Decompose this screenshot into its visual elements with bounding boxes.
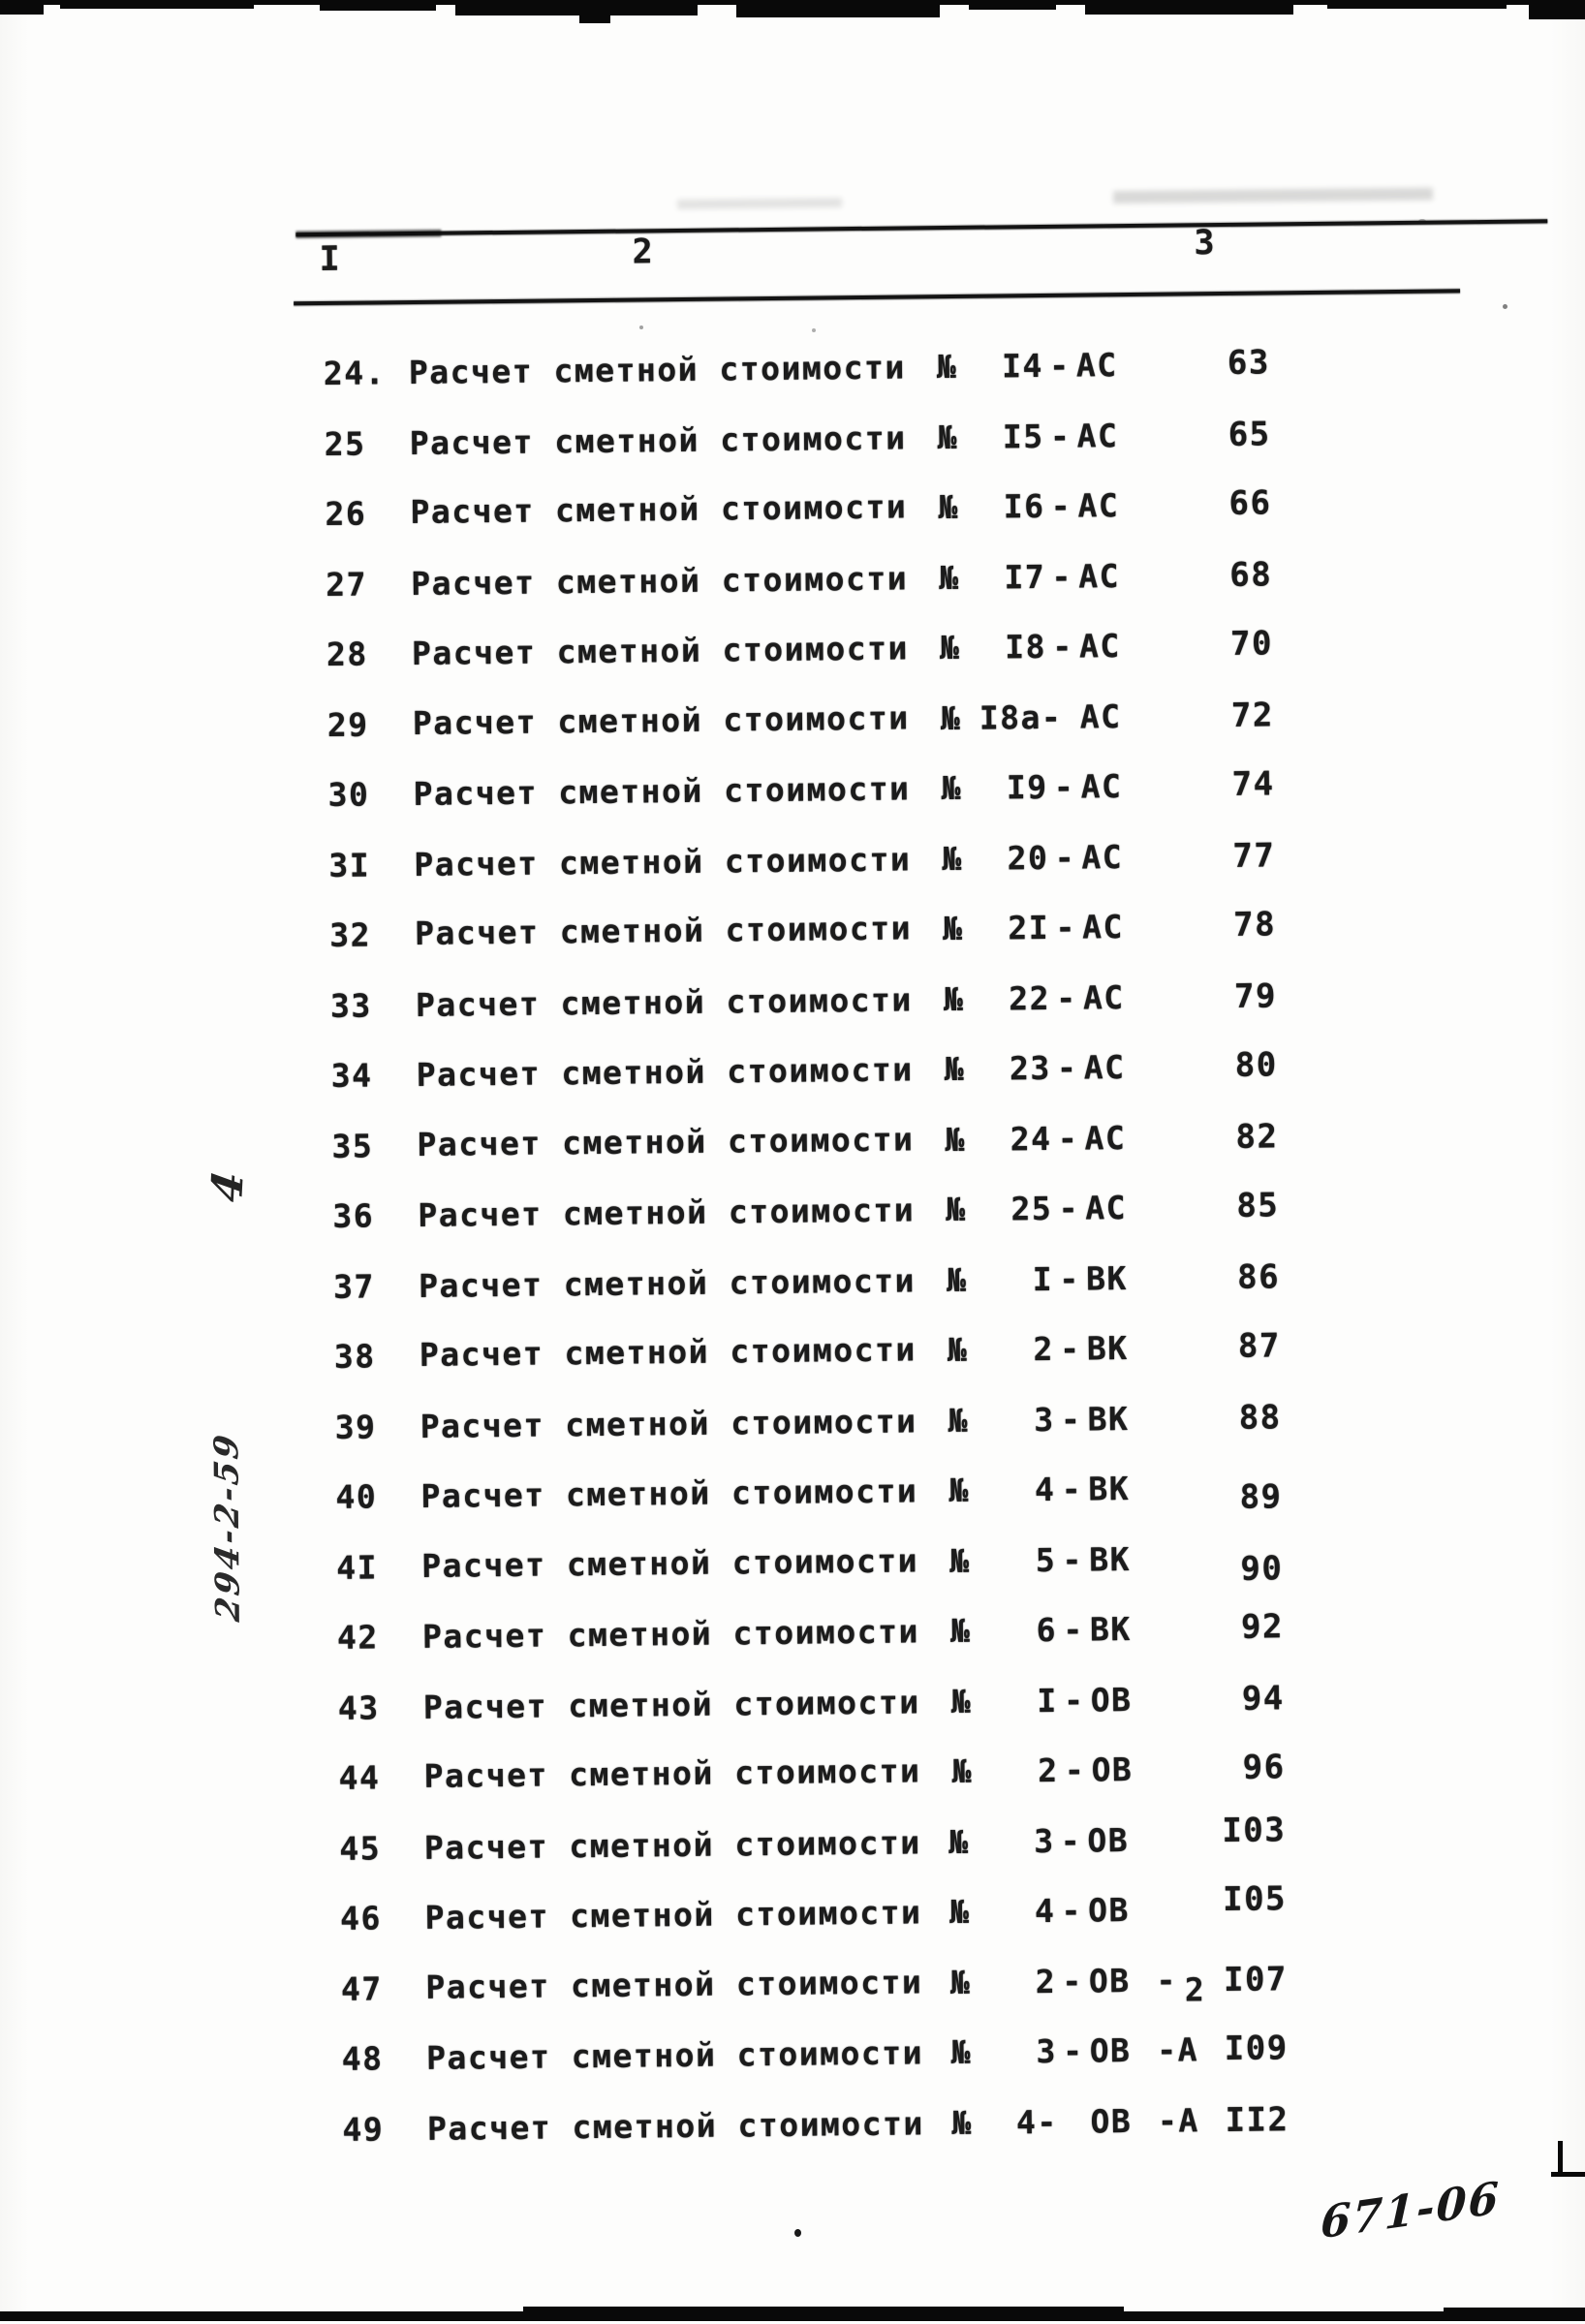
page-number: 90: [1225, 1549, 1283, 1589]
section-suffix: [1154, 1278, 1222, 1279]
row-title: Расчет сметной стоимости: [422, 1612, 950, 1656]
table-row: [325, 468, 1272, 548]
estimate-number: I4: [976, 347, 1043, 386]
section-suffix: [1160, 1768, 1228, 1769]
numero-sign: №: [940, 628, 979, 666]
scan-artifact: [523, 2307, 1124, 2321]
scan-smudge: [677, 198, 842, 209]
dash: -: [1058, 1751, 1091, 1788]
row-number: 38: [334, 1337, 420, 1376]
page-number: 66: [1213, 484, 1271, 524]
row-title: Расчет сметной стоимости: [413, 698, 941, 742]
scan-speck: [639, 325, 643, 329]
estimate-number: 3: [989, 2032, 1057, 2071]
scan-speck: [812, 328, 816, 332]
dash: -: [1048, 839, 1081, 877]
numero-sign: №: [937, 347, 976, 385]
dash: -: [1058, 1682, 1091, 1720]
page-number: 92: [1226, 1608, 1284, 1648]
section-suffix: [1149, 856, 1217, 857]
row-title: Расчет сметной стоимости: [413, 769, 941, 813]
row-number: 45: [339, 1829, 424, 1868]
section-suffix: [1153, 1206, 1221, 1207]
row-title: Расчет сметной стоимости: [427, 2104, 952, 2148]
section-suffix: [1156, 1908, 1224, 1909]
numero-sign: №: [948, 1471, 987, 1508]
dash: -: [1057, 1610, 1090, 1648]
section-suffix: [1159, 1699, 1227, 1700]
estimate-number: 4: [987, 1471, 1055, 1509]
numero-sign: №: [941, 699, 979, 737]
section-code: АС: [1083, 978, 1151, 1017]
row-title: Расчет сметной стоимости: [409, 348, 937, 391]
dash: -: [1047, 767, 1080, 805]
table-row: [336, 1523, 1284, 1603]
table-row: [330, 1030, 1278, 1110]
table-row: [327, 749, 1275, 829]
page-number: 89: [1224, 1478, 1282, 1518]
dash: -: [1050, 979, 1083, 1017]
margin-doc-code: 671-06: [1320, 2166, 1542, 2249]
section-suffix: - 2: [1156, 1961, 1224, 1999]
row-number: 43: [338, 1689, 423, 1727]
page-number: I03: [1222, 1811, 1286, 1850]
row-title: Расчет сметной стоимости: [421, 1541, 949, 1585]
estimate-number: 3: [987, 1822, 1055, 1861]
table-row: [337, 1592, 1285, 1672]
dash: -: [1043, 418, 1076, 455]
numero-sign: №: [948, 1402, 986, 1440]
estimate-number: I: [990, 1682, 1058, 1720]
table-row: [329, 889, 1277, 970]
section-suffix: [1153, 1137, 1221, 1138]
table-row: [324, 399, 1271, 480]
header-rule-bottom: [294, 289, 1460, 305]
page-number: I07: [1224, 1960, 1288, 1999]
numero-sign: №: [945, 1049, 983, 1087]
row-title: Расчет сметной стоимости: [410, 487, 938, 531]
estimate-number: 2I: [981, 909, 1049, 947]
estimate-number: 20: [980, 839, 1048, 878]
dash: -: [1051, 1048, 1084, 1086]
estimate-number: I9: [979, 768, 1047, 807]
dash: -: [1056, 1963, 1089, 2000]
dash: -: [1055, 1891, 1088, 1929]
table-row: [333, 1242, 1281, 1322]
scan-mark: [1551, 2172, 1585, 2177]
row-title: Расчет сметной стоимости: [415, 909, 943, 952]
page-number: 65: [1212, 415, 1270, 454]
table-row: [341, 2013, 1289, 2093]
row-number: 42: [337, 1618, 422, 1657]
section-code: ОВ: [1091, 1750, 1159, 1788]
table-row: [328, 821, 1276, 901]
row-number: 33: [330, 986, 416, 1025]
section-code: ОВ: [1091, 1681, 1159, 1720]
section-suffix: [1151, 997, 1219, 998]
section-suffix: [1157, 1559, 1225, 1560]
row-title: Расчет сметной стоимости: [416, 980, 944, 1024]
estimate-number: 25: [984, 1190, 1052, 1228]
dash: -: [1057, 2031, 1090, 2069]
numero-sign: №: [942, 840, 980, 878]
section-code: ВК: [1087, 1400, 1155, 1439]
dash: -: [1052, 1189, 1085, 1226]
page-number: 85: [1221, 1187, 1279, 1226]
table-row: [326, 540, 1273, 620]
page-number: 88: [1223, 1398, 1281, 1438]
section-suffix: [1152, 1066, 1220, 1067]
section-code: АС: [1080, 767, 1148, 806]
row-number: 25: [325, 424, 410, 463]
page-number: 78: [1218, 906, 1276, 945]
dash: -: [1054, 1401, 1087, 1439]
numero-sign: №: [943, 909, 981, 946]
row-title: Расчет сметной стоимости: [414, 840, 942, 883]
section-code: ОВ: [1087, 1821, 1155, 1860]
estimate-number: 4-: [990, 2103, 1058, 2142]
numero-sign: №: [945, 1121, 983, 1159]
section-code: АС: [1078, 557, 1146, 596]
numero-sign: №: [944, 980, 982, 1018]
row-title: Расчет сметной стоимости: [423, 1683, 951, 1726]
row-number: 48: [342, 2039, 427, 2078]
row-number: 35: [331, 1127, 417, 1165]
section-suffix: [1148, 716, 1216, 717]
row-number: 28: [326, 635, 412, 673]
scan-smudge: [1113, 188, 1433, 204]
numero-sign: №: [950, 2032, 989, 2070]
dash: -: [1051, 1120, 1084, 1158]
table-row: [342, 2085, 1290, 2165]
row-number: 4I: [336, 1548, 421, 1587]
estimate-number: I6: [977, 487, 1044, 526]
dash: -: [1054, 1822, 1087, 1860]
section-suffix: [1155, 1347, 1223, 1348]
table-row: [324, 327, 1271, 408]
row-number: 29: [327, 705, 413, 744]
table-body: [324, 327, 1290, 2163]
numero-sign: №: [951, 1683, 990, 1720]
row-title: Расчет сметной стоимости: [420, 1402, 948, 1445]
numero-sign: №: [946, 1190, 984, 1227]
section-code: ОВ: [1090, 2102, 1158, 2141]
row-number: 36: [332, 1196, 418, 1235]
section-code: ВК: [1090, 1609, 1158, 1648]
estimate-number: 24: [983, 1120, 1051, 1159]
row-number: 3I: [328, 846, 414, 884]
page-number: 86: [1222, 1257, 1280, 1297]
table-row: [340, 1873, 1288, 1953]
section-suffix: [1149, 785, 1217, 786]
section-suffix: -А: [1157, 2030, 1225, 2069]
page-number: 70: [1215, 625, 1273, 665]
table-header: [0, 0, 1582, 4]
section-suffix: [1156, 1487, 1224, 1488]
page-number: 68: [1214, 555, 1272, 595]
section-suffix: [1145, 435, 1213, 436]
header-rule-top: [295, 219, 1547, 236]
page-number: 87: [1223, 1327, 1281, 1367]
row-title: Расчет сметной стоимости: [417, 1050, 945, 1094]
table-row: [338, 1732, 1286, 1813]
dash: -: [1044, 486, 1077, 524]
estimate-number: 2: [990, 1751, 1058, 1790]
section-code: АС: [1076, 417, 1144, 455]
section-suffix: [1156, 1418, 1224, 1419]
numero-sign: №: [948, 1823, 987, 1861]
table-row: [331, 1101, 1279, 1182]
estimate-number: 23: [983, 1049, 1051, 1088]
page-number: 80: [1219, 1046, 1277, 1086]
page-number: 94: [1227, 1679, 1285, 1719]
section-suffix: [1158, 1627, 1226, 1628]
table-row: [334, 1311, 1282, 1391]
page-number: 79: [1219, 976, 1277, 1016]
row-number: 49: [342, 2110, 427, 2149]
row-title: Расчет сметной стоимости: [424, 1823, 949, 1867]
row-title: Расчет сметной стоимости: [420, 1472, 948, 1515]
section-suffix: [1144, 363, 1212, 364]
section-suffix: [1147, 644, 1215, 645]
page-number: 72: [1216, 696, 1274, 735]
estimate-number: I: [985, 1260, 1053, 1299]
scan-speck: [794, 2229, 801, 2237]
page-number: I09: [1225, 2030, 1289, 2069]
section-code: ВК: [1089, 1540, 1157, 1579]
numero-sign: №: [939, 559, 978, 597]
section-code: ВК: [1086, 1259, 1154, 1298]
row-title: Расчет сметной стоимости: [412, 629, 940, 672]
scan-mark: [1558, 2141, 1563, 2174]
numero-sign: №: [950, 1611, 989, 1649]
numero-sign: №: [938, 487, 977, 525]
table-row: [326, 680, 1274, 760]
row-title: Расчет сметной стоимости: [425, 1963, 950, 2006]
page-number: II2: [1225, 2100, 1289, 2140]
section-suffix: [1145, 504, 1213, 505]
dash: -: [1053, 1260, 1086, 1298]
row-number: 27: [326, 565, 411, 604]
section-code: ОВ: [1088, 1891, 1156, 1930]
row-number: 46: [340, 1899, 425, 1937]
row-number: 24.: [324, 354, 409, 392]
section-code: АС: [1076, 346, 1144, 385]
row-number: 30: [327, 775, 413, 814]
row-number: 40: [335, 1477, 420, 1516]
table-row: [330, 961, 1278, 1041]
row-title: Расчет сметной стоимости: [424, 1893, 949, 1937]
dash: -: [1043, 346, 1076, 384]
section-code: ВК: [1088, 1469, 1156, 1507]
section-code: АС: [1084, 1119, 1152, 1158]
scan-speck: [1418, 219, 1426, 224]
row-title: Расчет сметной стоимости: [426, 2033, 951, 2077]
section-code: АС: [1077, 486, 1145, 525]
page-number: I05: [1223, 1880, 1287, 1920]
estimate-number: 2: [988, 1963, 1056, 2001]
scan-speck: [1503, 304, 1507, 309]
numero-sign: №: [949, 1892, 988, 1930]
section-code: АС: [1081, 838, 1149, 877]
dash: -: [1054, 1329, 1087, 1367]
dash: -: [1055, 1470, 1088, 1507]
section-code: АС: [1084, 1048, 1152, 1087]
section-suffix: [1146, 575, 1214, 576]
row-title: Расчет сметной стоимости: [417, 1120, 945, 1163]
section-code: АС: [1079, 627, 1147, 666]
estimate-number: I8: [979, 628, 1046, 666]
section-code: АС: [1080, 697, 1148, 736]
estimate-number: 4: [988, 1892, 1056, 1931]
page-number: 82: [1220, 1117, 1278, 1157]
dash: -: [1049, 908, 1082, 945]
row-number: 47: [341, 1969, 426, 2008]
numero-sign: №: [947, 1261, 985, 1299]
section-code: ВК: [1087, 1328, 1155, 1367]
estimate-number: 5: [988, 1541, 1056, 1580]
section-code: АС: [1082, 908, 1150, 946]
row-number: 44: [338, 1758, 423, 1797]
numero-sign: №: [948, 1330, 986, 1368]
dash: -: [1046, 627, 1079, 665]
row-title: Расчет сметной стоимости: [410, 418, 938, 462]
numero-sign: №: [937, 418, 976, 456]
estimate-number: 3: [986, 1401, 1054, 1440]
scan-artifact: [1444, 2308, 1585, 2321]
numero-sign: №: [949, 1542, 988, 1580]
table-row: [341, 1944, 1289, 2025]
page-number: 63: [1212, 344, 1270, 384]
page-number: 96: [1227, 1749, 1285, 1788]
row-title: Расчет сметной стоимости: [418, 1191, 946, 1234]
section-code: АС: [1085, 1188, 1153, 1226]
row-title: Расчет сметной стоимости: [411, 559, 939, 603]
margin-sheet-number: 4: [201, 1155, 256, 1219]
row-number: 39: [334, 1408, 420, 1446]
column-header-2: 2: [632, 232, 653, 271]
section-suffix: -А: [1158, 2101, 1226, 2140]
margin-series-code: 294-2-59: [202, 1378, 254, 1676]
estimate-number: 6: [989, 1611, 1057, 1650]
numero-sign: №: [951, 1751, 990, 1789]
row-number: 34: [331, 1056, 417, 1095]
dash: -: [1056, 1541, 1089, 1579]
estimate-number: I5: [976, 418, 1043, 456]
row-number: 26: [325, 494, 410, 533]
estimate-number: I7: [978, 558, 1045, 597]
estimate-number: I8а-: [979, 698, 1047, 737]
section-suffix: [1155, 1840, 1223, 1841]
row-title: Расчет сметной стоимости: [423, 1751, 951, 1795]
numero-sign: №: [951, 2104, 990, 2142]
estimate-number: 22: [982, 979, 1050, 1018]
column-header-1: I: [319, 240, 340, 279]
numero-sign: №: [950, 1964, 989, 2001]
dash: -: [1045, 558, 1078, 596]
section-code: ОВ: [1089, 2031, 1157, 2070]
estimate-number: 2: [986, 1330, 1054, 1369]
numero-sign: №: [941, 768, 979, 806]
page-number: 74: [1216, 765, 1274, 805]
column-header-3: 3: [1194, 224, 1215, 263]
table-row: [332, 1170, 1280, 1251]
page-number: 77: [1217, 836, 1275, 876]
table-row: [334, 1382, 1282, 1463]
row-number: 37: [333, 1267, 419, 1306]
section-suffix: [1150, 925, 1218, 926]
section-code: ОВ: [1089, 1962, 1157, 2000]
row-title: Расчет сметной стоимости: [420, 1330, 948, 1374]
table-row: [326, 608, 1274, 689]
row-number: 32: [329, 915, 415, 954]
table-row: [339, 1804, 1287, 1884]
row-title: Расчет сметной стоимости: [419, 1261, 947, 1305]
table-row: [337, 1663, 1285, 1744]
table-row: [335, 1451, 1283, 1532]
